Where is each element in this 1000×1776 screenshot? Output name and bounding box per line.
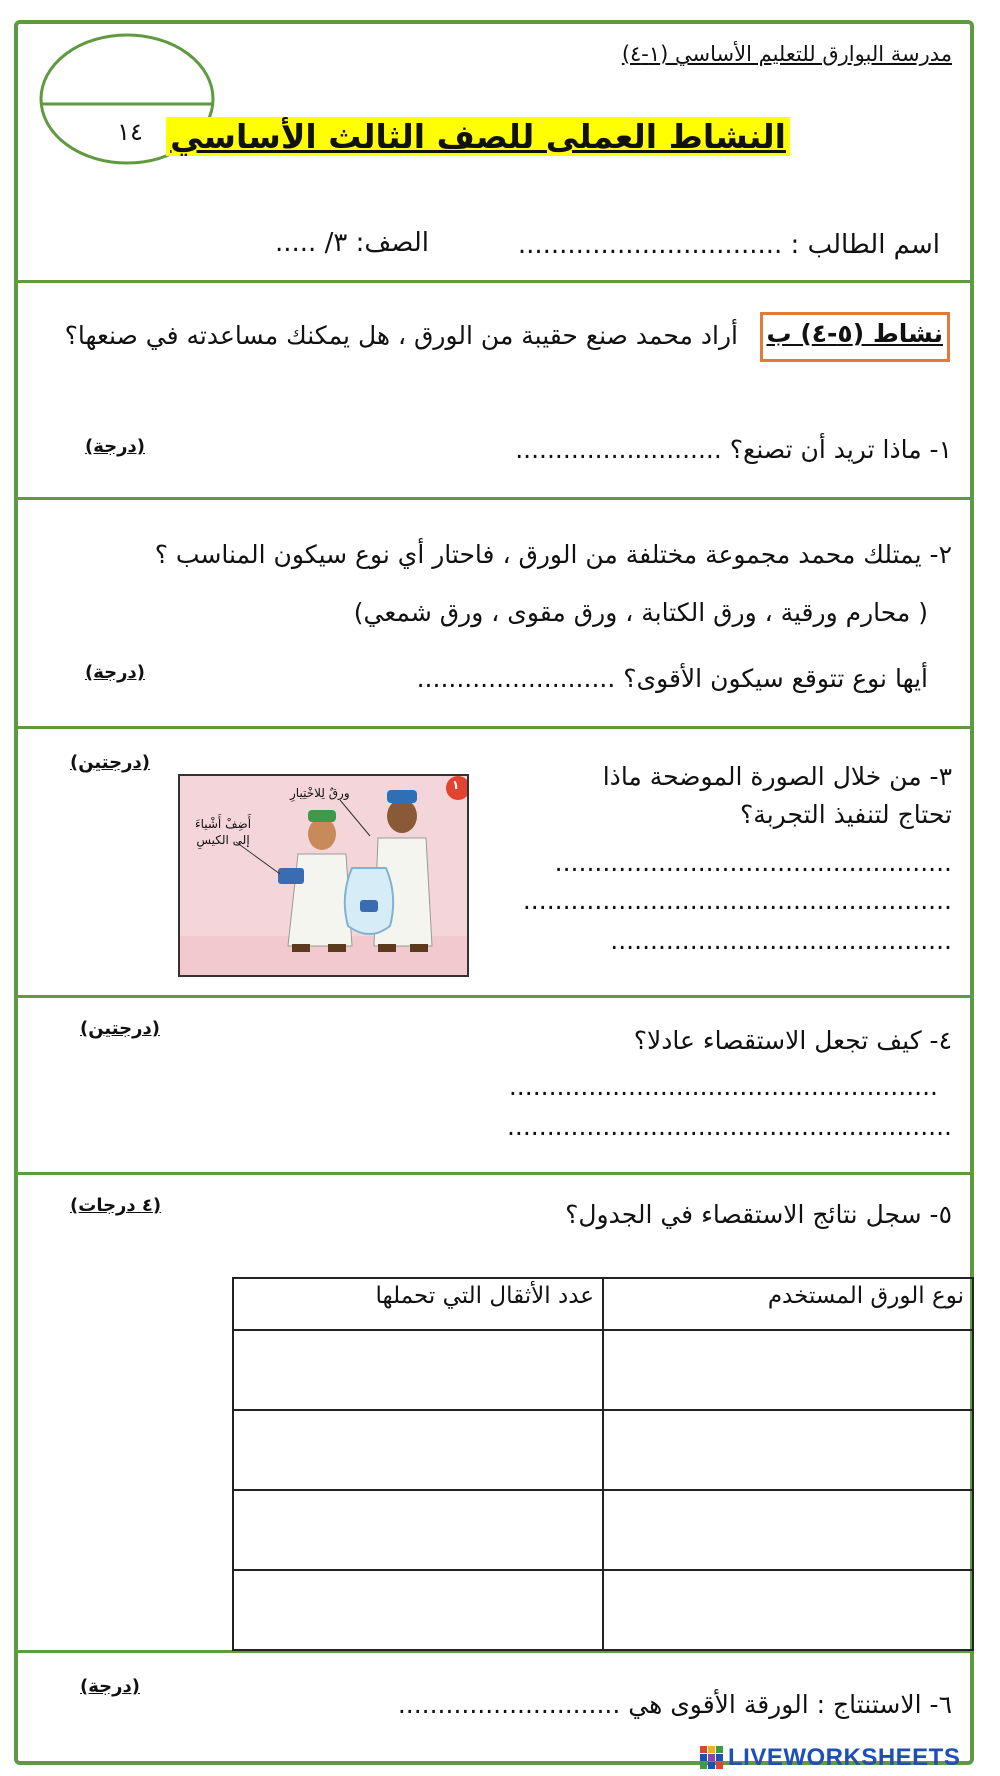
question-4: ٤- كيف تجعل الاستقصاء عادلا؟ — [633, 1026, 952, 1055]
question-1: ١- ماذا تريد أن تصنع؟ .......................... — [515, 435, 952, 464]
table-row — [233, 1570, 973, 1650]
question-2-options: ( محارم ورقية ، ورق الكتابة ، ورق مقوى ، ورق شمعي) — [353, 598, 928, 627]
table-cell[interactable] — [603, 1490, 973, 1570]
label-paper-choice: ورقٌ لِلاخْتِيارِ — [290, 786, 350, 800]
question-5-grade: (٤ درجات) — [70, 1195, 162, 1216]
table-cell[interactable] — [233, 1490, 603, 1570]
class-field[interactable]: الصف: ٣/ ..... — [275, 228, 429, 258]
section-divider — [14, 280, 974, 283]
score-total: ١٤ — [117, 118, 143, 146]
table-cell[interactable] — [603, 1330, 973, 1410]
liveworksheets-icon — [700, 1746, 724, 1770]
table-row — [233, 1490, 973, 1570]
label-add-items: أَضِفْ أَشْياءَ إلى الكيسِ — [194, 817, 252, 847]
question-2-grade: (درجة) — [85, 662, 145, 683]
experiment-illustration — [178, 774, 469, 977]
answer-line[interactable]: ...................................................... — [522, 886, 952, 915]
activity-intro: أراد محمد صنع حقيبة من الورق ، هل يمكنك مساعدته في صنعها؟ — [64, 321, 738, 350]
question-2: ٢- يمتلك محمد مجموعة مختلفة من الورق ، فاحتار أي نوع سيكون المناسب ؟ — [154, 540, 952, 569]
worksheet-title: النشاط العملى للصف الثالث الأساسي — [166, 117, 790, 156]
question-6[interactable]: ٦- الاستنتاج : الورقة الأقوى هي ............................ — [397, 1690, 952, 1719]
question-3-grade: (درجتين) — [70, 752, 150, 773]
table-cell[interactable] — [603, 1570, 973, 1650]
answer-line[interactable]: .................................................. — [554, 848, 952, 877]
question-5: ٥- سجل نتائج الاستقصاء في الجدول؟ — [565, 1200, 952, 1229]
section-divider — [14, 995, 974, 998]
table-header-row — [233, 1278, 973, 1330]
question-4-grade: (درجتين) — [80, 1018, 160, 1039]
question-6-grade: (درجة) — [80, 1676, 140, 1697]
table-cell[interactable] — [233, 1570, 603, 1650]
section-divider — [14, 497, 974, 500]
illustration-badge: ١ — [452, 778, 460, 792]
question-3-line-1: ٣- من خلال الصورة الموضحة ماذا — [602, 762, 952, 791]
section-divider — [14, 1172, 974, 1175]
answer-line[interactable]: ........................................................ — [506, 1112, 952, 1141]
results-table — [232, 1277, 974, 1651]
table-header-weights: عدد الأثقال التي تحملها — [233, 1278, 603, 1330]
school-name: مدرسة البوارق للتعليم الأساسي (١-٤) — [621, 42, 952, 66]
liveworksheets-logo — [700, 1744, 960, 1772]
question-1-grade: (درجة) — [85, 436, 145, 457]
section-divider — [14, 726, 974, 729]
table-row — [233, 1330, 973, 1410]
table-row — [233, 1410, 973, 1490]
table-header-paper-type: نوع الورق المستخدم — [603, 1278, 973, 1330]
student-name-field[interactable]: اسم الطالب : ................................ — [517, 230, 940, 260]
table-cell[interactable] — [233, 1410, 603, 1490]
answer-line[interactable]: ...................................................... — [508, 1072, 938, 1101]
liveworksheets-brand: LIVEWORKSHEETS — [728, 1744, 961, 1771]
question-3-line-2: تحتاج لتنفيذ التجربة؟ — [740, 800, 952, 829]
table-cell[interactable] — [233, 1330, 603, 1410]
answer-line[interactable]: ........................................... — [610, 926, 952, 955]
question-2-sub: أيها نوع تتوقع سيكون الأقوى؟ ......................... — [416, 664, 928, 693]
activity-badge: نشاط (٥-٤) ب — [766, 319, 943, 348]
table-cell[interactable] — [603, 1410, 973, 1490]
boys-with-bag-illustration — [180, 776, 467, 975]
